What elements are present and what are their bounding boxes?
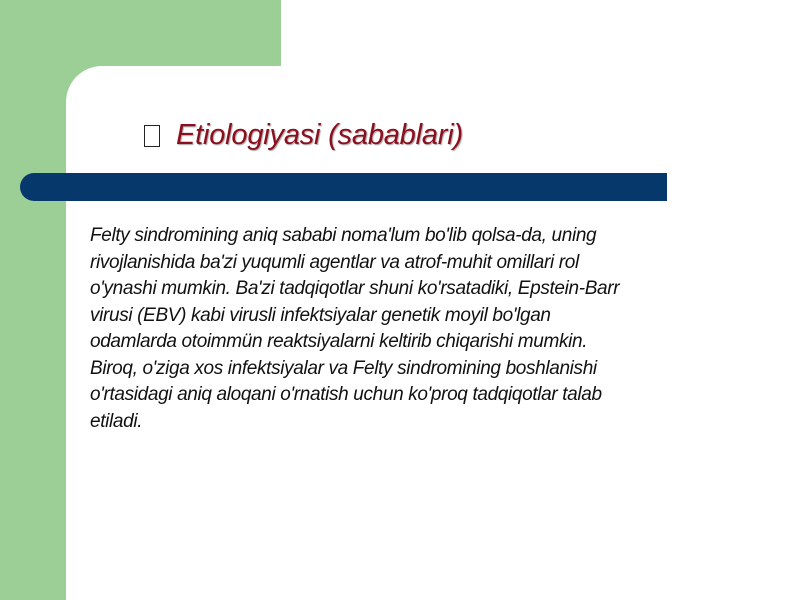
slide-title-row [144, 112, 463, 158]
body-paragraph: Felty sindromining aniq sababi noma'lum bo'lib qolsa-da, uning rivojlanishida ba'zi yuqumli agentlar va atrof-muhit omillari rol o'ynashi mumkin. Ba'zi tadqiqotlar shuni ko'rsatadiki, Epstein-Barr virusi (EBV) kabi virusli infektsiyalar genetik moyil bo'lgan odamlarda otoimmün reaktsiyalarni keltirib chiqarishi mumkin. Biroq, o'ziga xos infektsiyalar va Felty sindromining boshlanishi o'rtasidagi aniq aloqani o'rnatish uchun ko'proq tadqiqotlar talab etiladi. [90, 225, 620, 432]
slide-title: Etiologiyasi (sabablari) [176, 118, 463, 151]
missing-glyph-box-icon [144, 125, 160, 147]
title-divider-bar [20, 173, 667, 201]
